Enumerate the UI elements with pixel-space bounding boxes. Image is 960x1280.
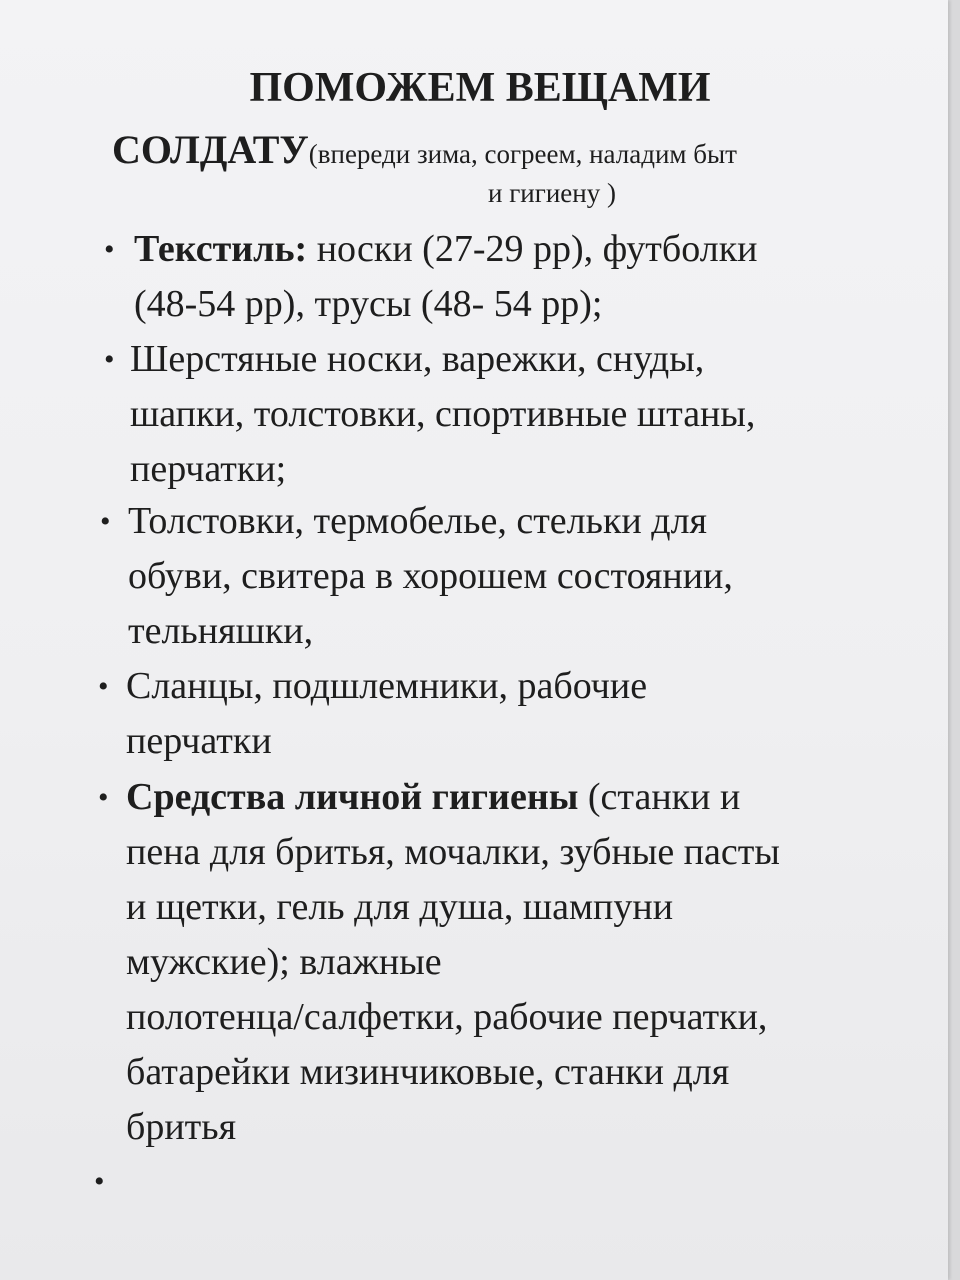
- bullet-marker: •: [100, 505, 111, 538]
- subtitle: [112, 126, 872, 209]
- list-item-line: [126, 714, 647, 769]
- list-item-line-text: батарейки мизинчиковые, станки для: [126, 1051, 730, 1093]
- subtitle-note-1: (впереди зима, согреем, наладим быт: [308, 139, 737, 169]
- list-item-line: [130, 387, 755, 442]
- list-item-line-text: обуви, свитера в хорошем состоянии,: [128, 555, 733, 597]
- list-item-line: [126, 659, 647, 714]
- list-item-text: [128, 494, 733, 659]
- list-item-line-text: Шерстяные носки, варежки, снуды,: [130, 338, 705, 380]
- list-item-line-text: полотенца/салфетки, рабочие перчатки,: [126, 996, 768, 1038]
- list-item-line-text: (станки и: [578, 776, 741, 818]
- list-item-line: [128, 549, 733, 604]
- bullet-marker: •: [94, 1165, 105, 1198]
- list-item-line-text: перчатки;: [130, 448, 287, 490]
- list-item-line-text: тельняшки,: [128, 610, 314, 652]
- list-item-line-text: мужские); влажные: [126, 941, 442, 983]
- bullet-marker: •: [98, 670, 109, 703]
- bullet-marker: •: [104, 343, 115, 376]
- list-item-line: [134, 222, 758, 277]
- list-item-line: [126, 880, 780, 935]
- list-item-line-text: (48-54 рр), трусы (48- 54 рр);: [134, 283, 603, 325]
- subtitle-line-1: [112, 126, 872, 183]
- list-item-line-text: пена для бритья, мочалки, зубные пасты: [126, 831, 780, 873]
- list-item-line: [126, 935, 780, 990]
- list-item-text: [130, 332, 755, 497]
- subtitle-note-2: и гигиену ): [488, 178, 616, 208]
- list-item-text: [126, 770, 780, 1155]
- list-item-line-text: Сланцы, подшлемники, рабочие: [126, 665, 648, 707]
- list-item-line: [126, 770, 780, 825]
- list-item-line: [126, 1100, 780, 1155]
- list-item-bold-label: Средства личной гигиены: [126, 776, 579, 818]
- list-item-bold-label: Текстиль:: [134, 228, 308, 270]
- bullet-marker: •: [98, 781, 109, 814]
- list-item-line-text: и щетки, гель для душа, шампуни: [126, 886, 674, 928]
- subtitle-bold: СОЛДАТУ: [112, 127, 309, 172]
- list-item-line: [126, 825, 780, 880]
- list-item-line-text: бритья: [126, 1106, 237, 1148]
- list-item-line: [134, 277, 758, 332]
- list-item-text: [126, 659, 647, 769]
- list-item-line: [130, 332, 755, 387]
- list-item-line: [130, 442, 755, 497]
- list-item-line: [128, 604, 733, 659]
- list-item-text: [134, 222, 758, 332]
- bullet-marker: •: [104, 233, 115, 266]
- list-item-line-text: перчатки: [126, 720, 272, 762]
- list-item-line-text: Толстовки, термобелье, стельки для: [128, 500, 708, 542]
- list-item-line-text: носки (27-29 рр), футболки: [307, 228, 758, 270]
- list-item-line-text: шапки, толстовки, спортивные штаны,: [130, 393, 756, 435]
- list-item-line: [126, 990, 780, 1045]
- list-item-line: [128, 494, 733, 549]
- list-item-line: [126, 1045, 780, 1100]
- page-title: ПОМОЖЕМ ВЕЩАМИ: [249, 65, 711, 111]
